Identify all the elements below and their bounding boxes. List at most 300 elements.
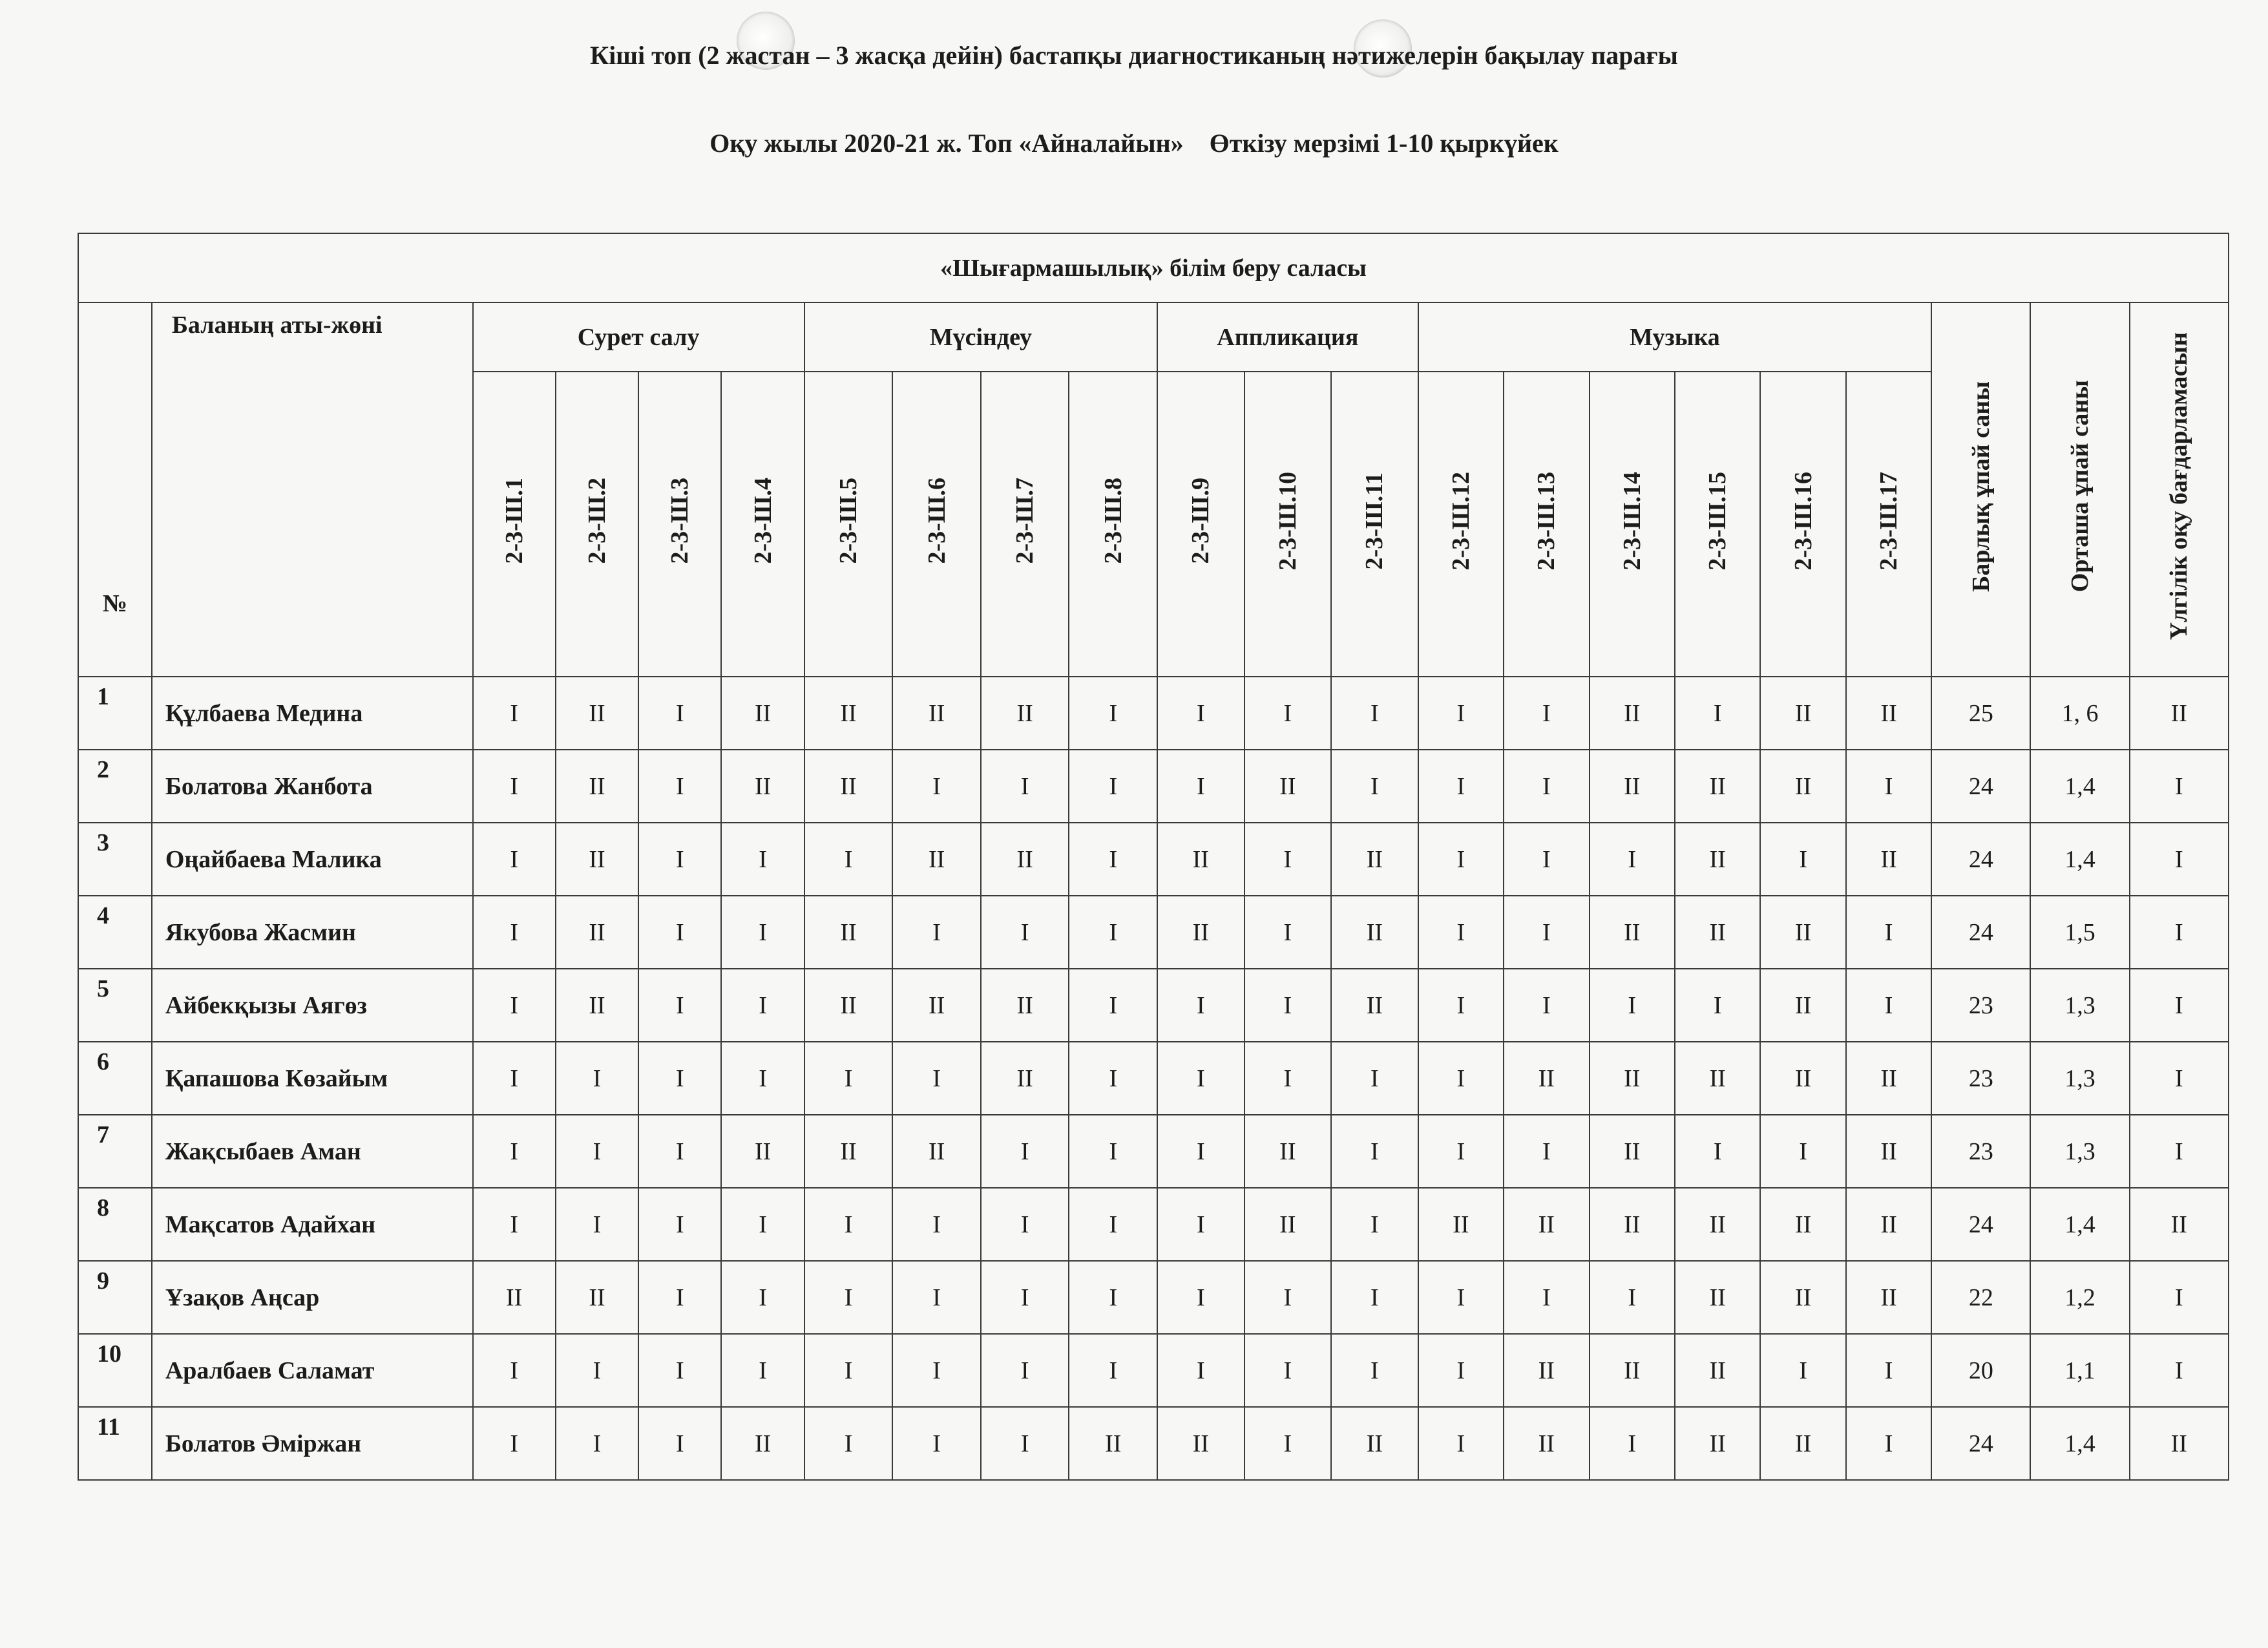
score-cell: II — [1760, 677, 1845, 750]
score-cell: II — [1675, 823, 1760, 896]
child-name: Оңайбаева Малика — [152, 823, 473, 896]
score-cell: I — [638, 1407, 721, 1480]
total-score: 24 — [1931, 823, 2030, 896]
program-level: I — [2130, 969, 2229, 1042]
score-cell: I — [1157, 1261, 1244, 1334]
score-cell: I — [638, 1188, 721, 1261]
score-cell: I — [804, 1407, 893, 1480]
row-number: 8 — [78, 1188, 152, 1261]
score-cell: I — [1331, 1042, 1418, 1115]
average-score: 1, 6 — [2030, 677, 2129, 750]
score-cell: II — [1590, 1042, 1675, 1115]
score-cell: II — [1846, 1115, 1931, 1188]
score-cell: I — [981, 1334, 1069, 1407]
code-header — [804, 372, 893, 677]
score-cell: II — [1675, 750, 1760, 823]
score-cell: I — [892, 1334, 981, 1407]
code-header — [1331, 372, 1418, 677]
score-cell: I — [1069, 896, 1157, 969]
score-cell: I — [1331, 677, 1418, 750]
total-score: 25 — [1931, 677, 2030, 750]
score-cell: II — [1331, 969, 1418, 1042]
score-cell: I — [981, 896, 1069, 969]
score-cell: II — [1590, 677, 1675, 750]
program-level: I — [2130, 1115, 2229, 1188]
program-level: II — [2130, 677, 2229, 750]
group-header: Аппликация — [1157, 302, 1418, 372]
score-cell: II — [721, 677, 804, 750]
score-cell: I — [638, 750, 721, 823]
score-cell: II — [1244, 1115, 1332, 1188]
score-cell: II — [1504, 1334, 1589, 1407]
child-name: Мақсатов Адайхан — [152, 1188, 473, 1261]
score-cell: II — [804, 750, 893, 823]
score-cell: I — [1504, 896, 1589, 969]
row-number: 5 — [78, 969, 152, 1042]
score-cell: I — [721, 1261, 804, 1334]
page-subtitle: Оқу жылы 2020-21 ж. Топ «Айналайын» Өткізу мерзімі 1-10 қыркүйек — [709, 129, 1559, 158]
score-cell: I — [638, 1334, 721, 1407]
score-cell: I — [1157, 1042, 1244, 1115]
score-cell: I — [473, 1115, 556, 1188]
score-cell: I — [721, 823, 804, 896]
table-row — [78, 823, 2229, 896]
score-cell: I — [1331, 1261, 1418, 1334]
score-cell: I — [804, 1188, 893, 1261]
score-cell: I — [1504, 969, 1589, 1042]
program-level: I — [2130, 823, 2229, 896]
score-cell: II — [1846, 1261, 1931, 1334]
score-cell: I — [981, 1188, 1069, 1261]
program-level: I — [2130, 750, 2229, 823]
score-cell: I — [1244, 1261, 1332, 1334]
score-cell: II — [1590, 1188, 1675, 1261]
score-cell: II — [1590, 1115, 1675, 1188]
average-score: 1,2 — [2030, 1261, 2129, 1334]
score-cell: II — [1675, 1188, 1760, 1261]
score-cell: II — [892, 969, 981, 1042]
code-header — [1675, 372, 1760, 677]
score-cell: II — [892, 823, 981, 896]
score-cell: I — [804, 1334, 893, 1407]
score-cell: I — [556, 1042, 638, 1115]
row-number: 9 — [78, 1261, 152, 1334]
score-cell: I — [1418, 896, 1504, 969]
code-header — [1504, 372, 1589, 677]
code-label: 2-3-Ш.3 — [666, 478, 694, 564]
score-cell: II — [804, 969, 893, 1042]
score-cell: II — [721, 1407, 804, 1480]
table-row — [78, 969, 2229, 1042]
score-cell: I — [1157, 677, 1244, 750]
score-cell: I — [1244, 1334, 1332, 1407]
score-cell: I — [1157, 750, 1244, 823]
program-header-label: Үлгілік оқу бағдарламасын — [2165, 332, 2193, 640]
row-number: 3 — [78, 823, 152, 896]
diagnostics-table — [78, 233, 2229, 1481]
score-cell: I — [1069, 1261, 1157, 1334]
child-name: Қапашова Көзайым — [152, 1042, 473, 1115]
average-score: 1,4 — [2030, 1407, 2129, 1480]
score-cell: II — [1504, 1407, 1589, 1480]
score-cell: I — [1846, 1407, 1931, 1480]
score-cell: II — [892, 1115, 981, 1188]
code-label: 2-3-Ш.13 — [1533, 471, 1560, 571]
score-cell: I — [1504, 1261, 1589, 1334]
score-cell: I — [473, 750, 556, 823]
score-cell: I — [638, 896, 721, 969]
score-cell: II — [1157, 896, 1244, 969]
program-level: I — [2130, 1042, 2229, 1115]
score-cell: I — [1069, 823, 1157, 896]
score-cell: II — [1760, 896, 1845, 969]
row-number: 1 — [78, 677, 152, 750]
score-cell: I — [1590, 823, 1675, 896]
score-cell: I — [473, 1042, 556, 1115]
score-cell: I — [804, 1261, 893, 1334]
score-cell: I — [638, 1042, 721, 1115]
score-cell: II — [1675, 1261, 1760, 1334]
total-score: 22 — [1931, 1261, 2030, 1334]
row-number: 7 — [78, 1115, 152, 1188]
score-cell: I — [1760, 1115, 1845, 1188]
code-header — [1590, 372, 1675, 677]
code-header — [1244, 372, 1332, 677]
child-name: Ұзақов Аңсар — [152, 1261, 473, 1334]
score-cell: I — [1069, 750, 1157, 823]
score-cell: I — [473, 896, 556, 969]
score-cell: I — [638, 1115, 721, 1188]
score-cell: II — [1244, 1188, 1332, 1261]
table-row — [78, 1407, 2229, 1480]
score-cell: II — [1331, 823, 1418, 896]
score-cell: II — [1331, 896, 1418, 969]
group-header: Сурет салу — [473, 302, 804, 372]
score-cell: II — [1675, 1407, 1760, 1480]
score-cell: I — [1590, 1261, 1675, 1334]
code-header — [1846, 372, 1931, 677]
average-score: 1,4 — [2030, 1188, 2129, 1261]
score-cell: II — [1069, 1407, 1157, 1480]
average-score: 1,1 — [2030, 1334, 2129, 1407]
average-score-header — [2030, 302, 2129, 677]
score-cell: II — [804, 896, 893, 969]
table-row — [78, 1334, 2229, 1407]
score-cell: II — [556, 677, 638, 750]
score-cell: I — [1846, 750, 1931, 823]
score-cell: II — [721, 1115, 804, 1188]
score-cell: I — [638, 823, 721, 896]
score-cell: I — [556, 1188, 638, 1261]
code-header — [1157, 372, 1244, 677]
score-cell: II — [1760, 969, 1845, 1042]
score-cell: I — [892, 896, 981, 969]
score-cell: II — [1418, 1188, 1504, 1261]
code-label: 2-3-Ш.16 — [1789, 471, 1817, 571]
total-score: 24 — [1931, 750, 2030, 823]
row-number: 4 — [78, 896, 152, 969]
average-score: 1,3 — [2030, 969, 2129, 1042]
score-cell: I — [1675, 677, 1760, 750]
child-name: Болатова Жанбота — [152, 750, 473, 823]
score-cell: II — [1504, 1188, 1589, 1261]
row-number: 10 — [78, 1334, 152, 1407]
score-cell: II — [556, 750, 638, 823]
score-cell: I — [473, 823, 556, 896]
table-row — [78, 677, 2229, 750]
total-score-header-label: Барлық ұпай саны — [1967, 381, 1995, 592]
score-cell: I — [981, 750, 1069, 823]
score-cell: I — [1504, 1115, 1589, 1188]
program-header — [2130, 302, 2229, 677]
area-title: «Шығармашылық» білім беру саласы — [78, 233, 2229, 302]
code-header — [892, 372, 981, 677]
score-cell: I — [1244, 1042, 1332, 1115]
row-number: 11 — [78, 1407, 152, 1480]
code-label: 2-3-Ш.6 — [923, 478, 950, 564]
code-header — [1418, 372, 1504, 677]
code-label: 2-3-Ш.17 — [1875, 471, 1903, 571]
total-score: 24 — [1931, 1188, 2030, 1261]
score-cell: I — [804, 1042, 893, 1115]
score-cell: II — [1675, 1042, 1760, 1115]
child-name: Жақсыбаев Аман — [152, 1115, 473, 1188]
program-level: II — [2130, 1188, 2229, 1261]
score-cell: I — [1590, 1407, 1675, 1480]
score-cell: I — [1069, 1334, 1157, 1407]
score-cell: I — [1331, 1188, 1418, 1261]
score-cell: I — [1590, 969, 1675, 1042]
score-cell: I — [981, 1261, 1069, 1334]
child-name: Аралбаев Саламат — [152, 1334, 473, 1407]
code-header — [638, 372, 721, 677]
code-label: 2-3-Ш.15 — [1704, 471, 1732, 571]
score-cell: I — [1331, 1334, 1418, 1407]
score-cell: I — [981, 1407, 1069, 1480]
score-cell: I — [556, 1115, 638, 1188]
score-cell: II — [981, 823, 1069, 896]
score-cell: I — [1069, 677, 1157, 750]
score-cell: I — [721, 896, 804, 969]
score-cell: I — [473, 1334, 556, 1407]
score-cell: I — [1504, 823, 1589, 896]
score-cell: I — [1157, 969, 1244, 1042]
score-cell: II — [1590, 1334, 1675, 1407]
program-level: I — [2130, 1261, 2229, 1334]
program-level: I — [2130, 1334, 2229, 1407]
code-label: 2-3-Ш.5 — [835, 478, 863, 564]
score-cell: II — [1760, 1042, 1845, 1115]
program-level: II — [2130, 1407, 2229, 1480]
total-score: 23 — [1931, 1115, 2030, 1188]
row-number: 6 — [78, 1042, 152, 1115]
score-cell: I — [1157, 1115, 1244, 1188]
score-cell: I — [473, 1407, 556, 1480]
score-cell: I — [1846, 969, 1931, 1042]
score-cell: I — [1069, 1115, 1157, 1188]
row-number: 2 — [78, 750, 152, 823]
score-cell: I — [1760, 823, 1845, 896]
score-cell: II — [556, 969, 638, 1042]
score-cell: II — [1590, 750, 1675, 823]
code-label: 2-3-Ш.4 — [749, 478, 777, 564]
score-cell: I — [638, 677, 721, 750]
score-cell: I — [892, 1407, 981, 1480]
score-cell: II — [804, 1115, 893, 1188]
score-cell: II — [1675, 896, 1760, 969]
score-cell: I — [1418, 969, 1504, 1042]
average-score: 1,4 — [2030, 750, 2129, 823]
total-score: 24 — [1931, 1407, 2030, 1480]
score-cell: II — [1157, 823, 1244, 896]
score-cell: I — [1157, 1334, 1244, 1407]
score-cell: II — [1760, 1188, 1845, 1261]
score-cell: I — [638, 1261, 721, 1334]
score-cell: I — [473, 677, 556, 750]
total-score-header — [1931, 302, 2030, 677]
child-name: Айбекқызы Аягөз — [152, 969, 473, 1042]
score-cell: II — [1760, 1407, 1845, 1480]
total-score: 24 — [1931, 896, 2030, 969]
number-header: № — [78, 302, 152, 677]
score-cell: II — [804, 677, 893, 750]
score-cell: I — [638, 969, 721, 1042]
score-cell: I — [1418, 1261, 1504, 1334]
name-header: Баланың аты-жөні — [152, 302, 473, 677]
program-level: I — [2130, 896, 2229, 969]
score-cell: II — [473, 1261, 556, 1334]
score-cell: I — [1418, 677, 1504, 750]
code-label: 2-3-Ш.11 — [1361, 472, 1389, 570]
score-cell: I — [1675, 969, 1760, 1042]
average-score: 1,5 — [2030, 896, 2129, 969]
score-cell: I — [1244, 823, 1332, 896]
score-cell: II — [556, 823, 638, 896]
score-cell: I — [1504, 750, 1589, 823]
score-cell: I — [1069, 969, 1157, 1042]
code-label: 2-3-Ш.8 — [1099, 478, 1127, 564]
score-cell: II — [1244, 750, 1332, 823]
code-header — [556, 372, 638, 677]
score-cell: II — [981, 677, 1069, 750]
child-name: Якубова Жасмин — [152, 896, 473, 969]
score-cell: I — [1675, 1115, 1760, 1188]
score-cell: II — [1590, 896, 1675, 969]
score-cell: II — [1846, 823, 1931, 896]
code-label: 2-3-Ш.10 — [1274, 471, 1301, 571]
score-cell: I — [721, 969, 804, 1042]
total-score: 20 — [1931, 1334, 2030, 1407]
score-cell: I — [721, 1188, 804, 1261]
code-label: 2-3-Ш.9 — [1187, 478, 1215, 564]
code-header — [1760, 372, 1845, 677]
score-cell: II — [721, 750, 804, 823]
score-cell: I — [1069, 1042, 1157, 1115]
table-row — [78, 750, 2229, 823]
score-cell: I — [1504, 677, 1589, 750]
table-row — [78, 1115, 2229, 1188]
score-cell: II — [1846, 1188, 1931, 1261]
code-label: 2-3-Ш.2 — [583, 478, 611, 564]
score-cell: I — [473, 1188, 556, 1261]
score-cell: I — [721, 1042, 804, 1115]
score-cell: II — [1760, 1261, 1845, 1334]
table-row — [78, 896, 2229, 969]
total-score: 23 — [1931, 969, 2030, 1042]
score-cell: I — [892, 1261, 981, 1334]
score-cell: I — [556, 1407, 638, 1480]
score-cell: I — [1418, 1115, 1504, 1188]
score-cell: I — [1244, 1407, 1332, 1480]
table-row — [78, 1042, 2229, 1115]
score-cell: II — [1504, 1042, 1589, 1115]
score-cell: I — [1331, 1115, 1418, 1188]
score-cell: I — [892, 1042, 981, 1115]
average-score: 1,4 — [2030, 823, 2129, 896]
code-header — [721, 372, 804, 677]
code-label: 2-3-Ш.7 — [1011, 478, 1039, 564]
score-cell: I — [1157, 1188, 1244, 1261]
score-cell: I — [473, 969, 556, 1042]
average-score: 1,3 — [2030, 1115, 2129, 1188]
score-cell: II — [1760, 750, 1845, 823]
score-cell: I — [1418, 823, 1504, 896]
child-name: Құлбаева Медина — [152, 677, 473, 750]
score-cell: II — [1157, 1407, 1244, 1480]
code-label: 2-3-Ш.14 — [1618, 471, 1646, 571]
score-cell: II — [1846, 677, 1931, 750]
table-row — [78, 1261, 2229, 1334]
code-header — [1069, 372, 1157, 677]
score-cell: II — [981, 1042, 1069, 1115]
score-cell: I — [556, 1334, 638, 1407]
score-cell: I — [892, 750, 981, 823]
score-cell: I — [1846, 1334, 1931, 1407]
score-cell: I — [1846, 896, 1931, 969]
code-header — [473, 372, 556, 677]
score-cell: I — [1244, 969, 1332, 1042]
score-cell: I — [804, 823, 893, 896]
score-cell: II — [1331, 1407, 1418, 1480]
score-cell: I — [892, 1188, 981, 1261]
table-row — [78, 1188, 2229, 1261]
score-cell: I — [1331, 750, 1418, 823]
code-label: 2-3-Ш.1 — [500, 478, 528, 564]
score-cell: II — [892, 677, 981, 750]
score-cell: I — [1244, 896, 1332, 969]
score-cell: I — [1418, 750, 1504, 823]
score-cell: II — [1675, 1334, 1760, 1407]
score-cell: I — [1760, 1334, 1845, 1407]
score-cell: II — [556, 1261, 638, 1334]
average-score-header-label: Орташа ұпай саны — [2066, 380, 2094, 593]
child-name: Болатов Әміржан — [152, 1407, 473, 1480]
group-header: Мүсіндеу — [804, 302, 1157, 372]
score-cell: II — [1846, 1042, 1931, 1115]
score-cell: II — [556, 896, 638, 969]
code-header — [981, 372, 1069, 677]
average-score: 1,3 — [2030, 1042, 2129, 1115]
page-title: Кіші топ (2 жастан – 3 жасқа дейін) бастапқы диагностиканың нәтижелерін бақылау парағы — [590, 41, 1678, 70]
score-cell: I — [1069, 1188, 1157, 1261]
score-cell: I — [1418, 1407, 1504, 1480]
group-header: Музыка — [1418, 302, 1932, 372]
score-cell: I — [981, 1115, 1069, 1188]
score-cell: I — [1418, 1334, 1504, 1407]
code-label: 2-3-Ш.12 — [1447, 471, 1475, 571]
score-cell: I — [721, 1334, 804, 1407]
total-score: 23 — [1931, 1042, 2030, 1115]
